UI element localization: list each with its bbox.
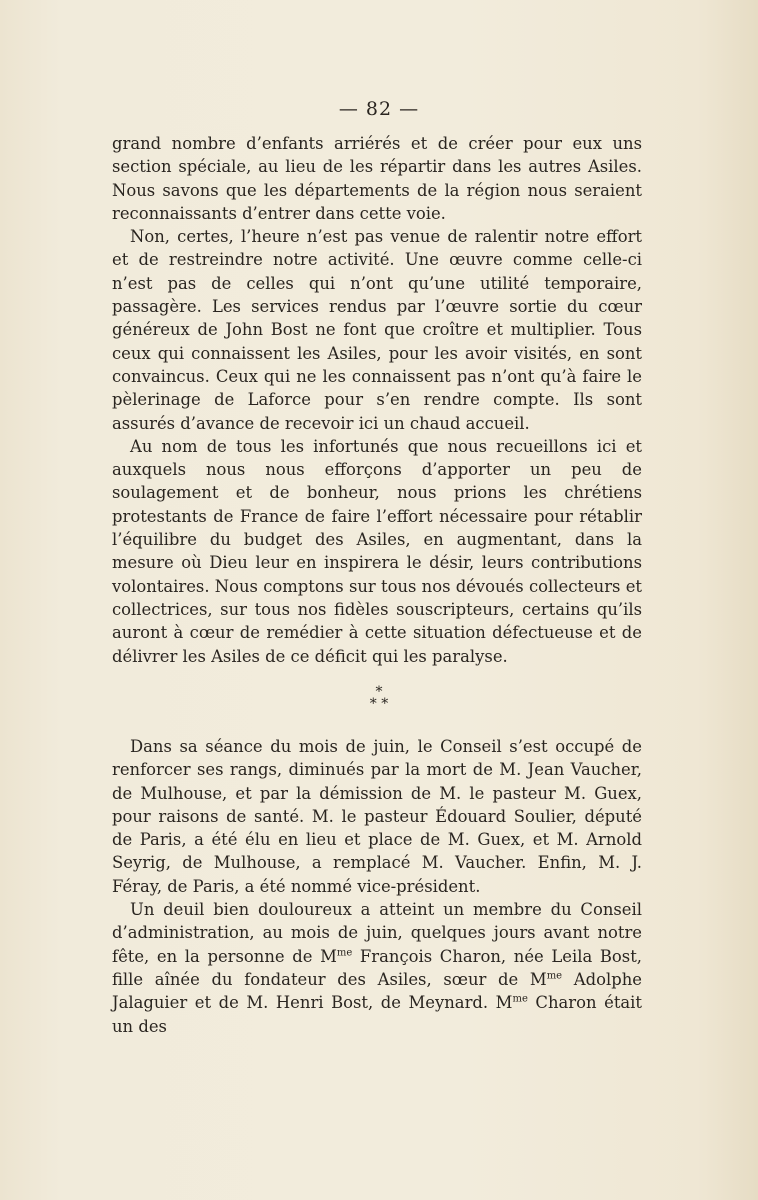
superscript: me bbox=[546, 970, 563, 982]
text-run: Un deuil bien douloureux a atteint un membre du Conseil d’administration, au mois de juin, quelques jours avant notre fête, en la personne de M bbox=[112, 900, 642, 966]
superscript: me bbox=[336, 947, 353, 959]
paragraph: Non, certes, l’heure n’est pas venue de ralentir notre effort et de restreindre notre activité. Une œuvre comme celle-ci n’est pas de celles qui n’ont qu’une utilité temporaire, passagère. Les services rendus par l’œuvre sortie du cœur généreux de John Bost ne font que croître et multiplier. Tous ceux qui connaissent les Asiles, pour les avoir visités, en sont convaincus. Ceux qui ne les connaissent pas n’ont qu’à faire le pèlerinage de Laforce pour s’en rendre compte. Ils sont assurés d’avance de recevoir ici un chaud accueil. bbox=[112, 227, 642, 433]
paragraph: Au nom de tous les infortunés que nous recueillons ici et auxquels nous nous efforçons d’apporter un peu de soulagement et de bonheur, nous prions les chrétiens protestants de France de faire l’effort nécessaire pour rétablir l’équilibre du budget des Asiles, en augmentant, dans la mesure où Dieu leur en inspirera le désir, leurs contributions volontaires. Nous comptons sur tous nos dévoués collecteurs et collectrices, sur tous nos fidèles souscripteurs, certains qu’ils auront à cœur de remédier à cette situation défectueuse et de délivrer les Asiles de ce déficit qui les paralyse. bbox=[112, 436, 642, 666]
page-number: — 82 — bbox=[338, 98, 420, 120]
paragraph: Dans sa séance du mois de juin, le Conseil s’est occupé de renforcer ses rangs, diminués par la mort de M. Jean Vaucher, de Mulhouse, et par la démission de M. le pasteur M. Guex, pour raisons de santé. M. le pasteur Édouard Soulier, député de Paris, a été élu en lieu et place de M. Guex, et M. Arnold Seyrig, de Mulhouse, a remplacé M. Vaucher. Enfin, M. J. Féray, de Paris, a été nommé vice-président. bbox=[112, 737, 642, 896]
asterism-bottom: * * bbox=[369, 696, 389, 712]
text-run: Charon était un des bbox=[112, 993, 643, 1036]
asterism-top: * bbox=[375, 684, 383, 700]
superscript: me bbox=[512, 993, 528, 1005]
text-block-lower bbox=[112, 735, 642, 1038]
text-block-upper bbox=[112, 132, 642, 668]
text-run: François Charon, née Leila Bost, fille aînée du fondateur des Asiles, sœur de M bbox=[112, 946, 642, 989]
paragraph-continuation: grand nombre d’enfants arriérés et de créer pour eux uns section spéciale, au lieu de les répartir dans les autres Asiles. Nous savons que les départements de la région nous seraient reconnaissants d’entrer dans cette voie. bbox=[112, 134, 642, 223]
asterism-separator bbox=[0, 686, 758, 710]
text-run: Adolphe Jalaguier et de M. Henri Bost, de Meynard. M bbox=[112, 969, 642, 1013]
paragraph bbox=[112, 898, 642, 1038]
